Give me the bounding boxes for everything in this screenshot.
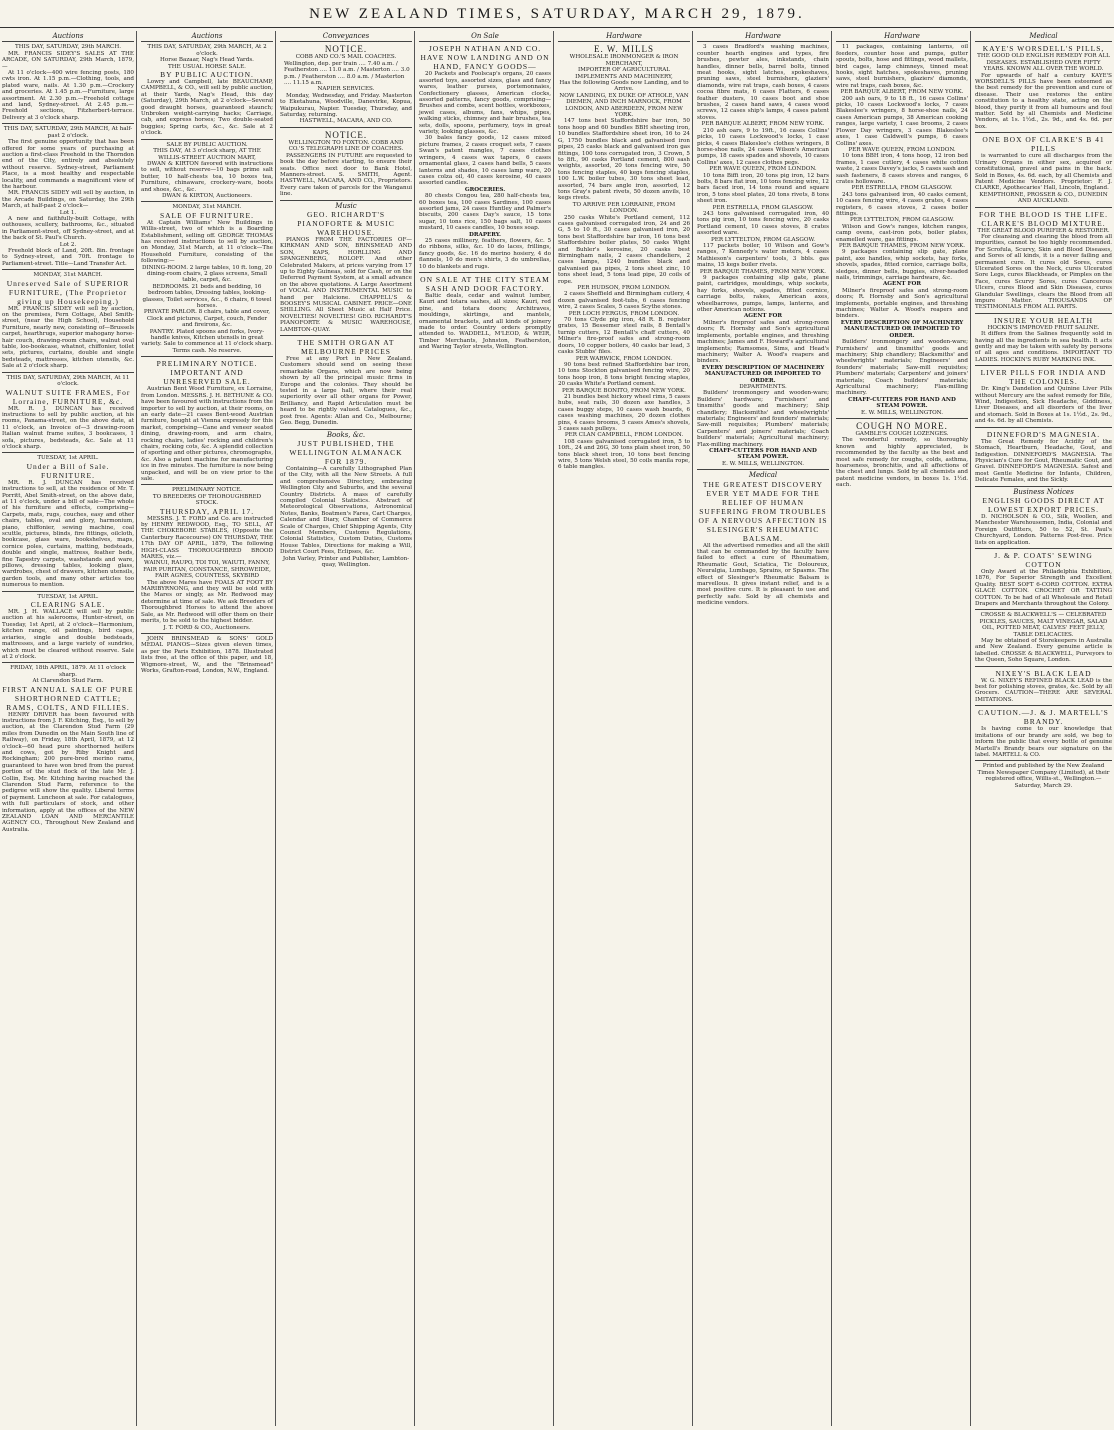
ad-body: Free at any Port in New Zealand. Customers should send on seeing these remarkable Organs, which are now being shown by all the principal music firms in Europe and the colonies. They should be tested in a large hall, where their real superiority over all other organs for Power, Brilliancy, and Rapid Articulation must be heard to be rightly valued. Catalogues, &c., post free. Agents: Allan and Co., Melbourne; Geo. Begg, Dunedin.: [280, 356, 412, 427]
ad-body: 10 tons Biffi iron, 20 tons pig iron, 12 bars bolts, 8 bars flat iron, 10 tons fencing wire, 12 bars faced iron, 14 tons round and square iron, 5 tons steel plates, 20 tons rivets, 8 tons sheet iron.: [697, 172, 829, 205]
ad-body: The Great Remedy for Acidity of the Stomach, Heartburn, Headache, Gout, and Indigestion. DINNEFORD'S MAGNESIA. The Physician's Cure for Gout, Rheumatic Gout, and Gravel. DINNEFORD'S MAGNESIA. Safest and most Gentle Medicine for Infants, Children, Delicate Females, and the Sickly.: [975, 438, 1112, 484]
divider: [975, 760, 1112, 761]
ad-body: W. G. NIXEY'S REFINED BLACK LEAD is the best for polishing stoves, grates, &c. Sold by all Grocers. CAUTION—THERE ARE SEVERAL IMITATIONS.: [975, 677, 1112, 703]
ad-heading: THE SMITH ORGAN AT MELBOURNE PRICES: [297, 338, 395, 357]
ad-heading: COUGH NO MORE.: [856, 420, 948, 431]
ad-heading: E. W. MILLS: [593, 44, 654, 55]
ad-subheading: GROCERIES.: [464, 186, 506, 193]
shipment-heading: PER BARQUE THAMES, FROM NEW YORK.: [838, 243, 966, 249]
column-hardware-2: [695, 31, 832, 1426]
lot-label: Lot 2.: [59, 241, 77, 248]
ad-body: Is having come to our knowledge that imitations of our brandy are sold, we beg to inform the public that every bottle of genuine Martell's Brandy bears our signature on the label. MARTELL & CO.: [975, 726, 1112, 758]
ad-heading: KAYE'S WORSDELL'S PILLS,: [982, 44, 1105, 54]
ad-body: The wonderful remedy, so thoroughly known and highly appreciated, is recommended by the faculty as the best and most safe remedy for coughs, colds, asthma, hoarseness, bronchitis, and all affections of the chest and lungs. Sold by all chemists and patent medicine vendors, in boxes 1s. 1½d. each.: [836, 437, 968, 489]
column-auctions-1: [0, 31, 137, 1426]
divider: [697, 469, 829, 470]
ad-body: 80 chests Congou tea, 280 half-chests tea, 60 boxes tea, 100 cases Sardines, 100 cases assorted jams, 24 cases Huntley and Palmer's biscuits, 200 cases Day's sauce, 15 tons sugar, 10 tons rice, 150 bags salt, 10 cases mustard, 10 cases candles, 10 boxes soap.: [419, 193, 551, 232]
ad-body: MR. R. J. DUNCAN has received instructions to sell, at the residence of Mr. T. Porritt, Abel Smith-street, on the above date, at 11 o'clock, under a bill of sale—The whole of his furniture and effects, comprising—Carpets, mats, rugs, couches, easy and other chairs, tables, oval and glory, harmonium, piano, chiffonier, sewing machine, coal scuttle, pictures, blinds, fire fittings, oilcloth, bookcase, glass ware, bookshelves, maps, cornice poles, curtains, matting, bedsteads, double and single, mattress, feather beds, fine Tapestry carpets, washstands and ware, pillows, dressing tables, looking glass, wardrobes, chest of drawers, kitchen utensils, garden tools, and many other articles too numerous to mention.: [2, 479, 134, 589]
section-heading: Music: [335, 201, 357, 210]
divider: [141, 41, 273, 42]
masthead-rule: [0, 27, 1114, 28]
ad-body: Only Award at the Philadelphia Exhibition, 1876, For Superior Strength and Excellent Quality. BEST SOFT 6-CORD COTTON. EXTRA GLACÉ COTTON. CROCHET OR TATTING COTTON. To be had of all Wholesale and Retail Drapers and Merchants throughout the Colony.: [975, 568, 1112, 607]
ad-body: D. NICHOLSON & CO., Silk, Woollen, and Manchester Warehousemen, India, Colonial and Foreign Outfitters, 50 to 52, St. Paul's Churchyard, London. Patterns Post-free. Price lists on application.: [975, 513, 1112, 546]
column-heading: Conveyances: [322, 32, 370, 40]
ad-heading: BY PUBLIC AUCTION.: [160, 70, 254, 80]
ad-body: 250 casks White's Portland cement, 112 cases galvanised corrugated iron, 24 and 26 G, 5 to 10 ft., 30 cases galvanised iron, 20 tons best Staffordshire bar iron, 16 tons best Staffordshire boiler plates, 50 casks Wight and Buhler's kerosine, 20 casks best Birmingham nails, 2 cases chandeliers, 2 cases lamps, 1240 bundles black and galvanised gas pipes, 2 tons sheet zinc, 10 tons sheet lead, 5 tons lead pipe, 20 coils of rope.: [558, 214, 690, 285]
ad-subheading: THE USUAL HORSE SALE.: [168, 63, 246, 70]
ad-section: BEDROOMS. 21 beds and bedding, 16 bedroom tables, Dressing tables, looking-glasses, Toilet services, &c., 6 chairs, 6 towel horses.: [142, 283, 272, 310]
ad-heading: CAUTION.—J. & J. MARTELL'S BRANDY.: [978, 708, 1109, 727]
ad-subheading: THE GOOD OLD ENGLISH REMEDY FOR ALL DISEASES. ESTABLISHED OVER FIFTY YEARS. KNOWN ALL OVER THE WORLD.: [977, 53, 1110, 73]
ad-body: 10 tons BBH iron, 4 tons hoop, 12 iron bed frames, 1 case cutlery, 4 cases white cotton waste, 2 cases Davey's jacks, 5 cases sash and sash fasteners, 8 cases stoves and ranges, 6 crates holloware.: [836, 153, 969, 185]
section-heading: Books, &c.: [326, 430, 366, 439]
ad-body: DWAN & KIRTON favored with instructions to sell, without reserve—10 bags prime salt butter, 10 half-chests tea, 10 boxes tea, Furniture, chinaware, crockery-ware, boots and shoes, &c., &c.: [141, 160, 273, 193]
shipment-heading: TO ARRIVE PER LORRAINE, FROM LONDON.: [572, 201, 676, 215]
divider: [975, 609, 1112, 610]
divider: [975, 427, 1112, 428]
ad-subheading: EVERY DESCRIPTION OF MACHINERY MANUFACTURED OR IMPORTED TO ORDER.: [701, 364, 825, 384]
ad-body: Dr. King's Dandelion and Quinine Liver Pills without Mercury are the safest remedy for Bile, Wind, Indigestion, Sick Headache, Giddiness, Liver Diseases, and all disorders of the liver and stomach. Sold in Boxes at 1s. 1½d., 2s. 9d., and 4s. 6d. by all Chemists.: [975, 386, 1112, 425]
divider: [2, 591, 134, 592]
ad-body: 70 tons Clyde pig iron, 48 R. B. register grates, 15 Bessemer steel rails, 8 Bentall's turnip cutters, 12 Bentall's chaff cutters, 40 Milner's fire-proof safes and strong-room doors, 10 copper boilers, 40 casks bar lead, 3 casks Stubbs' files.: [558, 317, 690, 356]
divider: [141, 484, 273, 485]
divider: [2, 41, 134, 42]
shipment-heading: PER BARQUE BONITO, FROM NEW YORK.: [562, 387, 686, 394]
ad-body: 210 ash oars, 9 to 19ft., 16 cases Collins' picks, 10 cases Lockwood's locks, 1 case picks, 4 cases Blakeslee's clothes wringers, 8 horse-shoe nails, 24 cases Wilson's American pumps, 18 cases spades and shovels, 10 cases Collins' axes, 12 cases clothes pegs.: [697, 127, 829, 166]
ad-body: The first genuine opportunity that has been offered for some years of purchasing at auction a first-class Freehold in the Thorndon end of the City, entirely and absolutely without reserve. Sydney-street, Parliament Place, is a most healthy and respectable locality, and commands a magnificent view of the harbour.: [2, 139, 134, 190]
shipment-heading: PER BARQUE ALBERT, FROM NEW YORK.: [840, 89, 964, 96]
ad-date: THIS DAY, SATURDAY, 29th MARCH, At 2 o'clock.: [147, 44, 267, 57]
ad-signature: KEMPTHORNE, PROSSER & CO., DUNEDIN AND AUCKLAND.: [979, 191, 1108, 205]
ad-heading: ENGLISH GOODS DIRECT AT LOWEST EXPORT PRICES.: [982, 495, 1105, 514]
ad-body: Austrian Bent Wood Furniture, ex Lorraine, from London. MESSRS. J. H. BETHUNE & CO. have been favoured with instructions from the importer to sell by auction, at their rooms, on an early date—21 cases Bent-wood Austrian furniture, bought at Vienna expressly for this market, comprising—Cane and veneer seated dining, drawing-room, and arm chairs, rocking chairs, ladies' rocking and children's chairs, rocking cots, &c. A splendid collection of sporting and other pictures, chromographs, &c. Also a patent machine for manufacturing ice in five minutes. The furniture is now being unpacked, and will be on view prior to the sale.: [141, 386, 273, 482]
ad-body: At Captain Williams' New Buildings in Willis-street, two of which is a Boarding Establishment, selling off. GEORGE THOMAS has received instructions to sell by auction, on Monday, 31st March, at 11 o'clock—The Household Furniture, consisting of the following:—: [141, 219, 273, 265]
divider: [280, 41, 412, 42]
ad-body: MR. R. J. DUNCAN has received instructions to sell by public auction, at his rooms, Panama-street, on the above date, at 11 o'clock, an Invoice of—3 drawing-room Italian walnut frame suites, 3 bookcases, 1 sofa, pictures, bedsteads, &c. Sale at 11 o'clock sharp.: [2, 405, 134, 450]
ad-body: MR. J. H. WALLACE will sell by public auction at his salerooms, Hunter-street, on Tuesday, 1st April, at 2 o'clock—Harmonium, kitchen range, oil paintings, bird cages, aviaries, single and double bedsteads, mattresses, and a large variety of sundries, which must be cleared without reserve. Sale at 2 o'clock.: [2, 609, 134, 660]
divider: [558, 41, 690, 42]
ad-body: 20 Packets and Foolscap's organs, 20 cases assorted toys, assorted sizes, glass and fancy wares, leather purses, portemonnaies, Confectionery glasses, American clocks, assorted patterns, fancy goods, comprising—Brushes and combs, scent bottles, workboxes, jewel cases, albums, fans, whips, pipes, walking sticks, chimney and hair brushes, tea sets, dolls, spoons, perfumery, toys in great variety, looking glasses, &c.: [419, 71, 551, 136]
ad-body: 11 packages, containing lanterns, oil feeders, counter hose and pumps, gutter spouts, bolts, hose and fittings, wood mallets, bird cages, lamp chimneys, tinned meat hooks, sight hatches, spokeshaves, pruning saws, steel burnishers, glaziers' diamonds, wire rat traps, cash boxes, &c.: [836, 44, 968, 89]
divider: [975, 705, 1112, 706]
ad-heading: INSURE YOUR HEALTH: [993, 315, 1094, 325]
column-conveyances: [278, 31, 415, 1426]
ad-body: For cleansing and clearing the blood from all impurities, cannot be too highly recommended. For Scrofula, Scurvy, Skin and Blood Diseases, and Sores of all kinds, it is a never failing and permanent cure. It cures old Sores, cures Ulcerated Sores on the Neck, cures Ulcerated Sore Legs, cures Blackheads, or Pimples on the Face, cures Scurvy Sores, cures Cancerous Ulcers, cures Blood and Skin Diseases, cures Glandular Swellings, clears the Blood from all impure Matter. THOUSANDS OF TESTIMONIALS FROM ALL PARTS.: [975, 233, 1112, 311]
ad-subheading: TO BREEDERS OF THOROUGHBRED STOCK.: [152, 493, 262, 507]
column-heading: Auctions: [52, 32, 84, 40]
ad-heading: SALE BY PUBLIC AUCTION.: [166, 141, 248, 148]
ad-date: THIS DAY, SATURDAY, 29th MARCH.: [15, 44, 121, 51]
ad-body: Builders' ironmongery and wooden-ware; Builders' hardware; Furnishers' and tinsmiths' goods and machinery; Ship chandlery; Blacksmiths' and wheelwrights' materials; Engineers' and founders' materials; Saw-mill requisites; Plumbers' materials; Carpenters' and joiners' materials; Coach builders' materials; Agricultural machinery; Flax-milling machinery.: [697, 390, 829, 448]
divider: [975, 313, 1112, 314]
shipment-heading: NOW LANDING, EX DUKE OF ATHOLE, VAN DIEMEN, AND INCH MARNOCK, FROM LONDON, AND ABERDEEN, FROM NEW YORK.: [559, 92, 689, 119]
ad-heading: Horse Bazaar, Nag's Head Yards.: [160, 57, 254, 64]
ad-body: For upwards of half a century KAYE'S WORSDELL'S PILLS have been esteemed as the best remedy for the prevention and cure of disease. Their use restores the entire constitution to a healthy state, acting on the blood, they purify it from all humours and foul matter. Sold by all Chemists and Medicine Vendors, at 1s. 1½d., 2s. 9d., and 4s. 6d. per box.: [975, 72, 1112, 130]
ad-terms: Terms cash. No reserve.: [172, 347, 242, 354]
ad-body: Milner's fireproof safes and strong-room doors; R. Hornsby and Son's agricultural implements, portable engines, and threshing machines; James and F. Howard's agricultural implements; Ramsomes, Sims, and Head's machinery; Walter A. Wood's reapers and binders.: [697, 319, 829, 365]
ad-body: JOHN BRINSMEAD & SONS' GOLD MEDAL PIANOS—Sizes given eleven times, as per the Paris Exhibition, 1878. Illustrated lists free, at the office of this paper, and 18, Wigmore-street, W., and the "Brinsmead" Works, Grafton-road, London, N.W., England.: [141, 635, 273, 674]
ad-subheading: CHAFF-CUTTERS FOR HAND AND STEAM POWER.: [709, 448, 817, 461]
lot-label: Lot 1.: [59, 209, 77, 216]
ad-subheading: AGENT FOR: [743, 313, 783, 320]
ad-date: THIS DAY, SATURDAY, 29th MARCH, At 11 o'clock.: [6, 374, 130, 388]
ad-heading: PRELIMINARY NOTICE.: [172, 487, 242, 494]
ad-subheading: CHAFF-CUTTERS FOR HAND AND STEAM POWER.: [848, 396, 956, 410]
columns: [0, 31, 1114, 1426]
divider: [280, 335, 412, 336]
divider: [141, 356, 273, 357]
divider: [2, 123, 134, 124]
ad-subheading: THE GREAT BLOOD PURIFIER & RESTORER.: [977, 227, 1110, 234]
column-hardware-3: [834, 31, 971, 1426]
divider: [836, 418, 968, 419]
shipment-heading: PER WAVE QUEEN, FROM LONDON.: [848, 146, 956, 153]
ad-heading: NOTICE.: [324, 129, 368, 140]
ad-body: Builders' ironmongery and wooden-ware; Furnishers' and tinsmiths' goods and machinery; Ship chandlery; Blacksmiths' and wheelwrights' materials; Engineers' and founders' materials; Saw-mill requisites; Plumbers' materials; Carpenters' and joiners' materials; Coach builders' materials; Agricultural machinery; Flax-milling machinery.: [836, 339, 968, 397]
divider: [836, 41, 968, 42]
ad-body: 21 bundles best hickory wheel rims, 5 cases hubs, seat rails, 30 dozen axe handles, 3 cases buggy steps, 10 cases wash boards, 6 cases washing machines, 20 dozen clothes pins, 4 cases brooms, 5 cases Ames's shovels, 3 cases sash pulleys.: [558, 393, 690, 432]
shipment-heading: PER HUDSON, FROM LONDON.: [577, 285, 671, 292]
divider: [2, 452, 134, 453]
ad-body: 9 packages containing slip gate, plane paint, axe handles, whip sockets, hay forks, shovels, spades, fitted cornice, carriage bolts, sledges, dinner bells, buggies, silver-headed nails, trimmings, carriage hardware, &c.: [836, 249, 968, 282]
shipment-heading: PER LYTTELTON, FROM GLASGOW.: [849, 217, 955, 224]
ad-heading: MR. FRANCIS SIDEY will sell by auction, in the Arcade Buildings, on Saturday, the 29th March, at half-past 2 o'clock—: [2, 190, 134, 210]
ad-body: 90 tons best refined Staffordshire bar iron, 10 tons Stockton galvanised fencing wire, 20 tons hoop iron, 8 tons bright fencing staples, 20 casks White's Portland cement.: [558, 361, 690, 388]
section-heading: Medical: [748, 471, 778, 480]
ad-date: THIS DAY, SATURDAY, 29th MARCH, At half-past 2 o'clock.: [3, 126, 133, 139]
ad-body: 243 tons galvanised corrugated iron, 40 tons pig iron, 10 tons fencing wire, 20 casks Portland cement, 10 cases stoves, 8 crates assorted ware.: [697, 210, 829, 237]
ad-section: PANTRY. Plated spoons and forks, Ivory-handle knives, Kitchen utensils in great variety. Sale to commence at 11 o'clock sharp.: [141, 328, 273, 348]
ad-body: is warranted to cure all discharges from the Urinary Organs in either sex, acquired or constitutional, gravel and pains in the back. Sold in Boxes, 4s. 6d. each, by all Chemists and Patent Medicine Vendors. Proprietor: F. J. CLARKE, Apothecaries' Hall, Lincoln, England.: [975, 153, 1112, 192]
ad-signature: J. T. FORD & CO., Auctioneers.: [163, 624, 251, 631]
ad-heading: FOR THE BLOOD IS THE LIFE. CLARKE'S BLOOD MIXTURE.: [978, 209, 1109, 228]
column-heading: Auctions: [191, 32, 223, 40]
ad-heading: DINNEFORD'S MAGNESIA.: [986, 429, 1101, 439]
ad-place: At Clarendon Stud Farm.: [32, 678, 104, 685]
column-heading: On Sale: [471, 32, 499, 40]
ad-signature: HASTWELL, MACARA, AND CO.: [299, 118, 393, 125]
ad-body: A new and faithfully-built Cottage, with outhouses, scullery, bathrooms, &c., situated in Parliament-street, off Sydney-street, and at the back of St. Paul's Church.: [2, 215, 134, 242]
shipment-heading: PER LOCH FERGUS, FROM LONDON.: [568, 310, 680, 317]
ad-date: MONDAY, 31st MARCH.: [33, 272, 103, 279]
shipment-heading: PER CLAN CAMPBELL, FROM LONDON.: [564, 432, 684, 439]
ad-body: MESSRS. J. T. FORD and Co. are instructed by HENRY REDWOOD, Esq., TO SELL, AT THE CHOKEBORE STABLES, (Opposite the Canterbury Racecourse) ON THURSDAY, THE 17th DAY OF APRIL, 1879, The following HIGH-CLASS THOROUGHBRED BROOD MARES, viz.—: [141, 515, 273, 561]
ad-date: MONDAY, 31st MARCH.: [172, 204, 242, 211]
divider: [975, 41, 1112, 42]
ad-subheading: AGENT FOR: [882, 281, 922, 288]
ad-signature: John Varley, Printer and Publisher, Lambton-quay, Wellington.: [282, 555, 410, 568]
column-on-sale: [417, 31, 554, 1426]
ad-section: PRIVATE PARLOR. 8 chairs, table and cover, Clock and pictures, Carpet, couch, Fender and fireirons, &c.: [143, 309, 271, 329]
ad-signature: E. W. MILLS, WELLINGTON.: [861, 409, 943, 416]
shipment-heading: PER WAVE QUEEN, FROM LONDON.: [709, 166, 817, 173]
ad-heading: MR. FRANCIS SIDEY'S SALES AT THE ARCADE, ON SATURDAY, 29th March, 1879,—: [2, 50, 134, 70]
ad-body: 117 packets boiler, 10 Wilson and Gow's ranges, 7 Kennedy's water meters, 4 cases Mathieson's carpenters' tools, 3 bbls. gas mains, 15 kegs boiler rivets.: [697, 243, 829, 269]
ad-body: May be obtained of Storekeepers in Australia and New Zealand. Every genuine article is labelled. CROSSE & BLACKWELL, Purveyors to the Queen, Soho Square, London.: [975, 638, 1112, 664]
ad-heading: FIRST ANNUAL SALE OF PURE SHORTHORNED CATTLE; RAMS, COLTS, AND FILLIES.: [2, 684, 134, 712]
ad-body: The above Mares have FOALS AT FOOT BY MARIBYRNONG, and they will be sold with the Mares or singly, as Mr. Redwood may determine at time of sale. We ask Breeders of Thoroughbred Horses to attend the above Sale, as Mr. Redwood will offer them on their merits, to be sold to the highest bidder.: [141, 579, 273, 625]
ad-subheading: NAPIER SERVICES.: [317, 86, 375, 93]
ad-body: It differs from the Salines frequently sold in having all the ingredients in sea health. It acts gently and may be taken with safety by persons of all ages and conditions. IMPORTANT TO LADIES. HOCKIN'S RUBY MARKING INK.: [975, 331, 1112, 363]
divider: [280, 429, 412, 430]
column-heading: Medical: [1029, 32, 1058, 40]
ad-subheading: DEPARTMENTS.: [739, 383, 787, 390]
ad-heading: CLEARING SALE.: [30, 600, 106, 610]
ad-heading: PRELIMINARY NOTICE. IMPORTANT AND UNRESERVED SALE.: [156, 359, 258, 387]
column-heading: Hardware: [745, 32, 781, 40]
ad-heading: ON SALE AT THE CITY STEAM SASH AND DOOR FACTORY.: [420, 275, 550, 293]
ad-heading: NIXEY'S BLACK LEAD: [995, 668, 1092, 678]
ad-heading: JUST PUBLISHED, THE WELLINGTON ALMANACK FOR 1879.: [289, 438, 403, 466]
ad-subheading: WHOLESALE IRONMONGER & IRON MERCHANT,: [569, 54, 679, 67]
ad-body: PIANOS FROM THE FACTORIES OF—KIRKMAN AND SON, BRINSMEAD AND SON, KAPS, HORLLING AND SPANGENBERG, ROLOFF. And other Celebrated Makers, at prices varying from 17 up to Eighty Guineas, sold for Cash, or on the Deferred Payment System, at a small advance on the above quotations. A Large Assortment of VOCAL AND INSTRUMENTAL MUSIC to hand per Halcione. CHAPPELL'S & BOOSEY'S MUSICAL CABINET. PRICE—ONE SHILLING. All Sheet Music at Half Price. NOVELTIES! NOVELTIES! GEO. RICHARDT'S PIANOFORTE & MUSIC WAREHOUSE, LAMBTON-QUAY.: [280, 236, 412, 333]
shipment-heading: PER BARQUE THAMES, FROM NEW YORK.: [699, 268, 827, 275]
ad-heading: NOTICE.: [324, 44, 368, 55]
divider: [141, 139, 273, 140]
column-auctions-2: [139, 31, 276, 1426]
ad-subheading: DRAPERY.: [468, 231, 501, 238]
ad-body: 2 cases Sheffield and Birmingham cutlery, 4 dozen galvanised foot-tubs, 6 cases fencing wire, 2 cases Scales, 5 cases Scythe stones.: [558, 291, 690, 311]
ad-intro: Has the following Goods now Landing, and to Arrive.: [559, 80, 689, 93]
ad-body: MR. FRANCIS SIDEY will sell by auction, on the premises, Fern Cottage, Abel Smith-street, (near the High School), Household Furniture, nearly new, consisting of—Brussels carpet, hearthrugs, superior mahogany horse-hair couch, drawing-room chairs, walnut oval table, loo-bookcase, whatnot, chiffonier, toilet sets, pictures, curtains, double and single bedsteads, mattresses, kitchen utensils, &c. Sale at 2 o'clock sharp.: [2, 305, 134, 370]
ad-heading: SALE OF FURNITURE.: [159, 210, 255, 220]
ad-date: THURSDAY, APRIL 17.: [159, 506, 255, 516]
divider: [975, 666, 1112, 667]
divider: [280, 127, 412, 128]
divider: [141, 201, 273, 202]
ad-body: 9 packages containing slip gate, plane paint, cartridges, mouldings, whip sockets, hay forks, shovels, spades, fitted cornice, carriage bolts, rakes, American axes, wheelbarrows, pumps, lamps, lanterns, and other American notions.: [697, 275, 829, 314]
shipment-heading: PER BARQUE ALBERT, FROM NEW YORK.: [701, 121, 825, 128]
ad-signature: E. W. MILLS, WELLINGTON.: [722, 460, 804, 467]
timetable: Wellington, dep. per train .... 7.40 a.m. / Featherston .... 11.0 a.m. / Masterton .... 3.0 p.m. / Featherston .... 8.0 a.m. / Masterton .... 11.15 a.m.: [284, 60, 410, 87]
ad-body: HENRY DRIVER has been favoured with instructions from J. F. Kitching, Esq., to sell by auction, at the Clarendon Stud Farm (29 miles from Dunedin on the Main South line of Railway), on Friday, 18th April, 1879, at 12 o'clock—60 head pure shorthorned heifers and cows, got by Riby Knight and Rockingham; 200 pure-bred merino rams, guaranteed to have won bred from the purest portion of the stud flock of the late Mr. J. Collin, Esq. Mr. Kitching having reached the Clarendon Stud Farm, reference to the pedigree will show the quality. Liberal terms of payment. Luncheon at sale. For catalogues, with full particulars of stock, and other information, apply at the offices of the NEW ZEALAND LOAN AND MERCANTILE AGENCY CO., Throughout New Zealand and Australia.: [2, 711, 134, 833]
ad-body: 3 cases Bradford's washing machines, counter hearth engines and types, fire brushes, pewter ales, inkstands, chain handles, dinner bells, barrel bolts, tinned meat hooks, sight latches, spokeshaves, pruning saws, steel burnishers, glaziers' diamonds, wire rat traps, cash boxes, 4 cases cocoa fibre mats, 6 cases Flatters, 6 cases feather dusters, 10 cases boot and shoe brushes, 2 cases hand saws, 4 cases wood screws, 12 cases ship's lamps, 4 cases patent stoves.: [697, 44, 829, 121]
ad-body: Wilson and Gow's ranges, kitchen ranges, camp ovens, cast-iron pots, boiler plates, enamelled ware, gas fittings.: [836, 223, 968, 243]
column-medical: [973, 31, 1114, 1426]
ad-body: Milner's fireproof safes and strong-room doors; R. Hornsby and Son's agricultural implements, portable engines, and threshing machines; Walter A. Wood's reapers and binders.: [836, 287, 968, 320]
ad-heading: Unreserved Sale of SUPERIOR FURNITURE, (The Proprietor giving up Housekeeping.): [6, 278, 130, 306]
ad-body: PASSENGERS IN FUTURE are requested to book the day before starting, to ensure their seats. Office next door to Bank Hotel, Manners-street. S. SMITH, Agent. HASTWELL, MACARA, AND CO., Proprietors. Every care taken of parcels for the Wanganui line.: [280, 152, 412, 198]
divider: [419, 272, 551, 273]
ad-heading: THE GREATEST DISCOVERY EVER YET MADE FOR THE RELIEF OF HUMAN SUFFERING FROM TROUBLES OF A NERVOUS AFFECTION IS SLESINGER'S RHEUMATIC BALSAM.: [698, 479, 828, 543]
ad-body: 25 cases millinery, feathers, flowers, &c. 5 do ribbons, silks, &c. 10 do laces, frillings, fancy goods, &c. 16 do merino hosiery, 4 do flannels, 10 do men's shirts, 3 do umbrellas, 10 do blankets and rugs.: [419, 237, 551, 270]
ad-date: FRIDAY, 18th APRIL, 1879. At 11 o'clock sharp.: [10, 665, 126, 678]
ad-date: TUESDAY, 1st APRIL.: [37, 593, 99, 600]
ad-heading: JOSEPH NATHAN AND CO. HAVE NOW LANDING AND ON HAND, FANCY GOODS—: [420, 44, 550, 72]
ad-date: THIS DAY, At 3 o'clock sharp, AT THE WILLIS-STREET AUCTION MART,: [153, 148, 261, 161]
divider: [2, 269, 134, 270]
ad-heading: GEO. RICHARDT'S PIANOFORTE & MUSIC WAREHOUSE.: [297, 209, 395, 237]
ad-body: All the advertised remedies and all the skill that can be commanded by the faculty have failed to effect a cure of Rheumatism, Rheumatic Gout, Sciatica, Tic Doloureux, Neuralgia, Lumbago, Sprains, or Spasms. The effect of Slesinger's Rheumatic Balsam is marvellous. It gives instant relief, and is a most positive cure. It is pleasant to use and perfectly safe. Sold by all chemists and medicine vendors.: [697, 542, 829, 607]
ad-heading: LIVER PILLS FOR INDIA AND THE COLONIES.: [980, 368, 1107, 387]
ad-subheading: WELLINGTON TO FOXTON. COBB AND CO.'S TELEGRAPH LINE OF COACHES.: [288, 139, 404, 153]
divider: [697, 41, 829, 42]
divider: [975, 486, 1112, 487]
divider: [975, 132, 1112, 133]
divider: [141, 633, 273, 634]
ad-body: 108 cases galvanised corrugated iron, 5 to 10ft., 24 and 26G, 30 tons plain sheet iron, 50 tons black sheet iron, 10 tons best fencing wire, 5 tons Welsh steel, 50 coils manila rope, 6 table mangles.: [558, 438, 690, 471]
ad-list: CROSSE & BLACKWELL'S — CELEBRATED PICKLES, SAUCES, MALT VINEGAR, SALAD OIL, POTTED MEAT, CALVES' FEET JELLY, TABLE DELICACIES.: [979, 612, 1108, 638]
ad-body: Lowry and Campbell, late BEAUCHAMP, CAMPBELL, & CO., will sell by public auction, at their Yards, Nag's Head, this day (Saturday), 29th March, at 2 o'clock—Several good draught horses, guaranteed staunch; Unbroken weight-carrying hacks; Carriage, cab, and express horses; Two double-seated buggies; Spring carts, &c., &c. Sale at 2 o'clock.: [141, 79, 273, 137]
ad-date: TUESDAY, 1st APRIL.: [37, 455, 99, 462]
divider: [975, 207, 1112, 208]
masthead: NEW ZEALAND TIMES, SATURDAY, MARCH 29, 1879.: [309, 6, 805, 22]
shipment-heading: PER LYTTELTON, FROM GLASGOW.: [710, 236, 816, 243]
shipment-heading: PER ESTRELLA, FROM GLASGOW.: [851, 185, 953, 192]
ad-subheading: IMPORTER OF AGRICULTURAL IMPLEMENTS AND MACHINERY,: [575, 67, 673, 80]
ad-body: Monday, Wednesday, and Friday. Masterton to Eketahuna, Woodville, Danevirke, Kopua, Waipukurau, Napier. Tuesday, Thursday, and Saturday, returning.: [280, 92, 412, 119]
imprint: Printed and published by the New Zealand Times Newspaper Company (Limited), at their registered office, Willis-st., Wellington.—Saturday, March 29.: [977, 763, 1110, 789]
ad-heading: WALNUT SUITE FRAMES, For Lorraine, FURNITURE, &c.: [5, 387, 131, 406]
mare-list: WAINUI, RAUPO, TOI TOI, WAIUTI, FANNY, FAIR PURITAN, CONSTANCE, SHROWEIDE, FAIR AGNES, COUNTESS, SKYBIRD: [143, 560, 271, 580]
ad-body: At 11 o'clock—400 wire fencing posts, 180 cwts iron. At 1.15 p.m.—Clothing, tools, and plated ware, nails. At 1.30 p.m.—Crockery and groceries. At 1.45 p.m.—Furniture, large assortment. At 2.30 p.m.—Freehold cottage and land, Sydney-street. At 2.45 p.m.—Freehold sections, Fitzherbert-terrace. Delivery at 3 o'clock sharp.: [2, 70, 134, 121]
ad-body: Freehold block of Land, 20ft. 8in. frontage to Sydney-street, and 70ft. frontage to Parliament-street. Title—Land Transfer Act.: [2, 248, 134, 267]
ad-subheading: EVERY DESCRIPTION OF MACHINERY MANUFACTURED OR IMPORTED TO ORDER.: [840, 319, 964, 339]
section-heading: Business Notices: [1013, 487, 1074, 496]
column-heading: Hardware: [884, 32, 920, 40]
ad-subheading: HOCKIN'S IMPROVED FRUIT SALINE.: [987, 324, 1100, 331]
divider: [419, 41, 551, 42]
divider: [2, 372, 134, 373]
ad-body: 243 tons galvanised iron, 40 casks cement, 10 cases fencing wire, 4 cases grates, 4 cases registers, 6 cases stoves, 2 cases boiler fittings.: [836, 191, 968, 217]
ad-heading: Under a Bill of Sale. FURNITURE.: [26, 461, 110, 480]
ad-signature: DWAN & KIRTON, Auctioneers.: [161, 192, 253, 199]
divider: [280, 200, 412, 201]
column-hardware-1: [556, 31, 693, 1426]
ad-heading: ONE BOX OF CLARKE'S B 41 PILLS: [982, 135, 1105, 154]
ad-body: 200 ash oars, 9 to 18 ft., 16 cases Collins' picks, 10 cases Lockwood's locks, 7 cases Blakeslee's wringers, 8 horse-shoe nails, 24 cases American pumps, 38 American cooking ranges, large variety, 1 case brooms, 2 cases Flower Day wringers, 3 cases Blakeslee's axes, 1 case Caldwell's pumps, 6 cases Collins' axes.: [836, 95, 968, 147]
ad-subheading: COBB AND CO.'S MAIL COACHES.: [295, 54, 397, 61]
divider: [975, 365, 1112, 366]
shipment-heading: PER ESTRELLA, FROM GLASGOW.: [712, 204, 814, 211]
ad-list: 30 bales fancy goods, 12 cases mixed picture frames, 2 cases croquet sets, 7 cases Swan's patent mangles, 7 cases clothes wringers, 4 cases wax tapers, 6 cases ornamental glass, 2 cases hand bells, 5 cases lanterns and shades, 10 cases lamp ware, 20 cases colza oil, 40 cases kerosine, 40 cases assorted candles.: [419, 135, 551, 187]
column-heading: Hardware: [606, 32, 642, 40]
shipment-heading: PER WARWICK, FROM LONDON.: [575, 355, 673, 362]
divider: [2, 662, 134, 663]
ad-subheading: GAMBLE'S COUGH LOZENGES.: [855, 430, 949, 437]
ad-section: DINING-ROOM. 2 large tables, 10 ft. long, 20 dining-room chairs, 2 glass screens, Small table, carpet, &c.: [141, 264, 273, 284]
ad-body: Containing—A carefully Lithographed Plan of the City, with all the New Streets. A full and comprehensive Directory, embracing Wellington City and Suburbs, and the several Country Districts. A mass of carefully compiled Colonial Statistics. Abstract of Meteorological Observations, Astronomical Notes, Banks, Boatmen's Fares, Cart Charges, Calendar and Diary, Chamber of Commerce Scale of Charges, Chief Shipping Agents, City Council Members, Customs Regulations, Colonial Statistics, Custom Duties, Customs House Tables, Directions for making a Will, District Court Fees, Eclipses, &c.: [280, 465, 412, 556]
ad-body: Baltic deals, cedar and walnut lumber, Kauri and totara sashes, all sizes; Kauri, red pine, and totara doors; Architraves, mouldings, skirtings, and mantels, ornamental brackets, and all kinds of joinery made to order. Country orders promptly attended to. WADDELL, M'LEOD, & WEIR, Timber Merchants, Johnston, Featherston, and Waring Taylor streets, Wellington.: [419, 293, 551, 351]
ad-heading: J. & P. COATS' SEWING COTTON: [994, 550, 1093, 569]
ad-body: 147 tons best Staffordshire bar iron, 50 tons hoop and 60 bundles BBH sheeting iron, 10 bundles Staffordshire sheet iron, 16 to 24 G, 1750 bundles black and galvanised iron pipes, 25 casks black and galvanised iron gas fittings, 100 tons corrugated iron, 3 Crown, 5 to 8ft., 90 casks Portland cement, 800 sash weights, assorted, 20 tons fencing wire, 50 tons fencing staples, 40 kegs fencing staples, 100 L.W. boiler tubes, 30 tons sheet lead, assorted, 74 bars angle iron, assorted, 12 tons Gray's patent rivets, 50 dozen anvils, 10 kegs rivets.: [558, 118, 690, 202]
divider: [975, 548, 1112, 549]
